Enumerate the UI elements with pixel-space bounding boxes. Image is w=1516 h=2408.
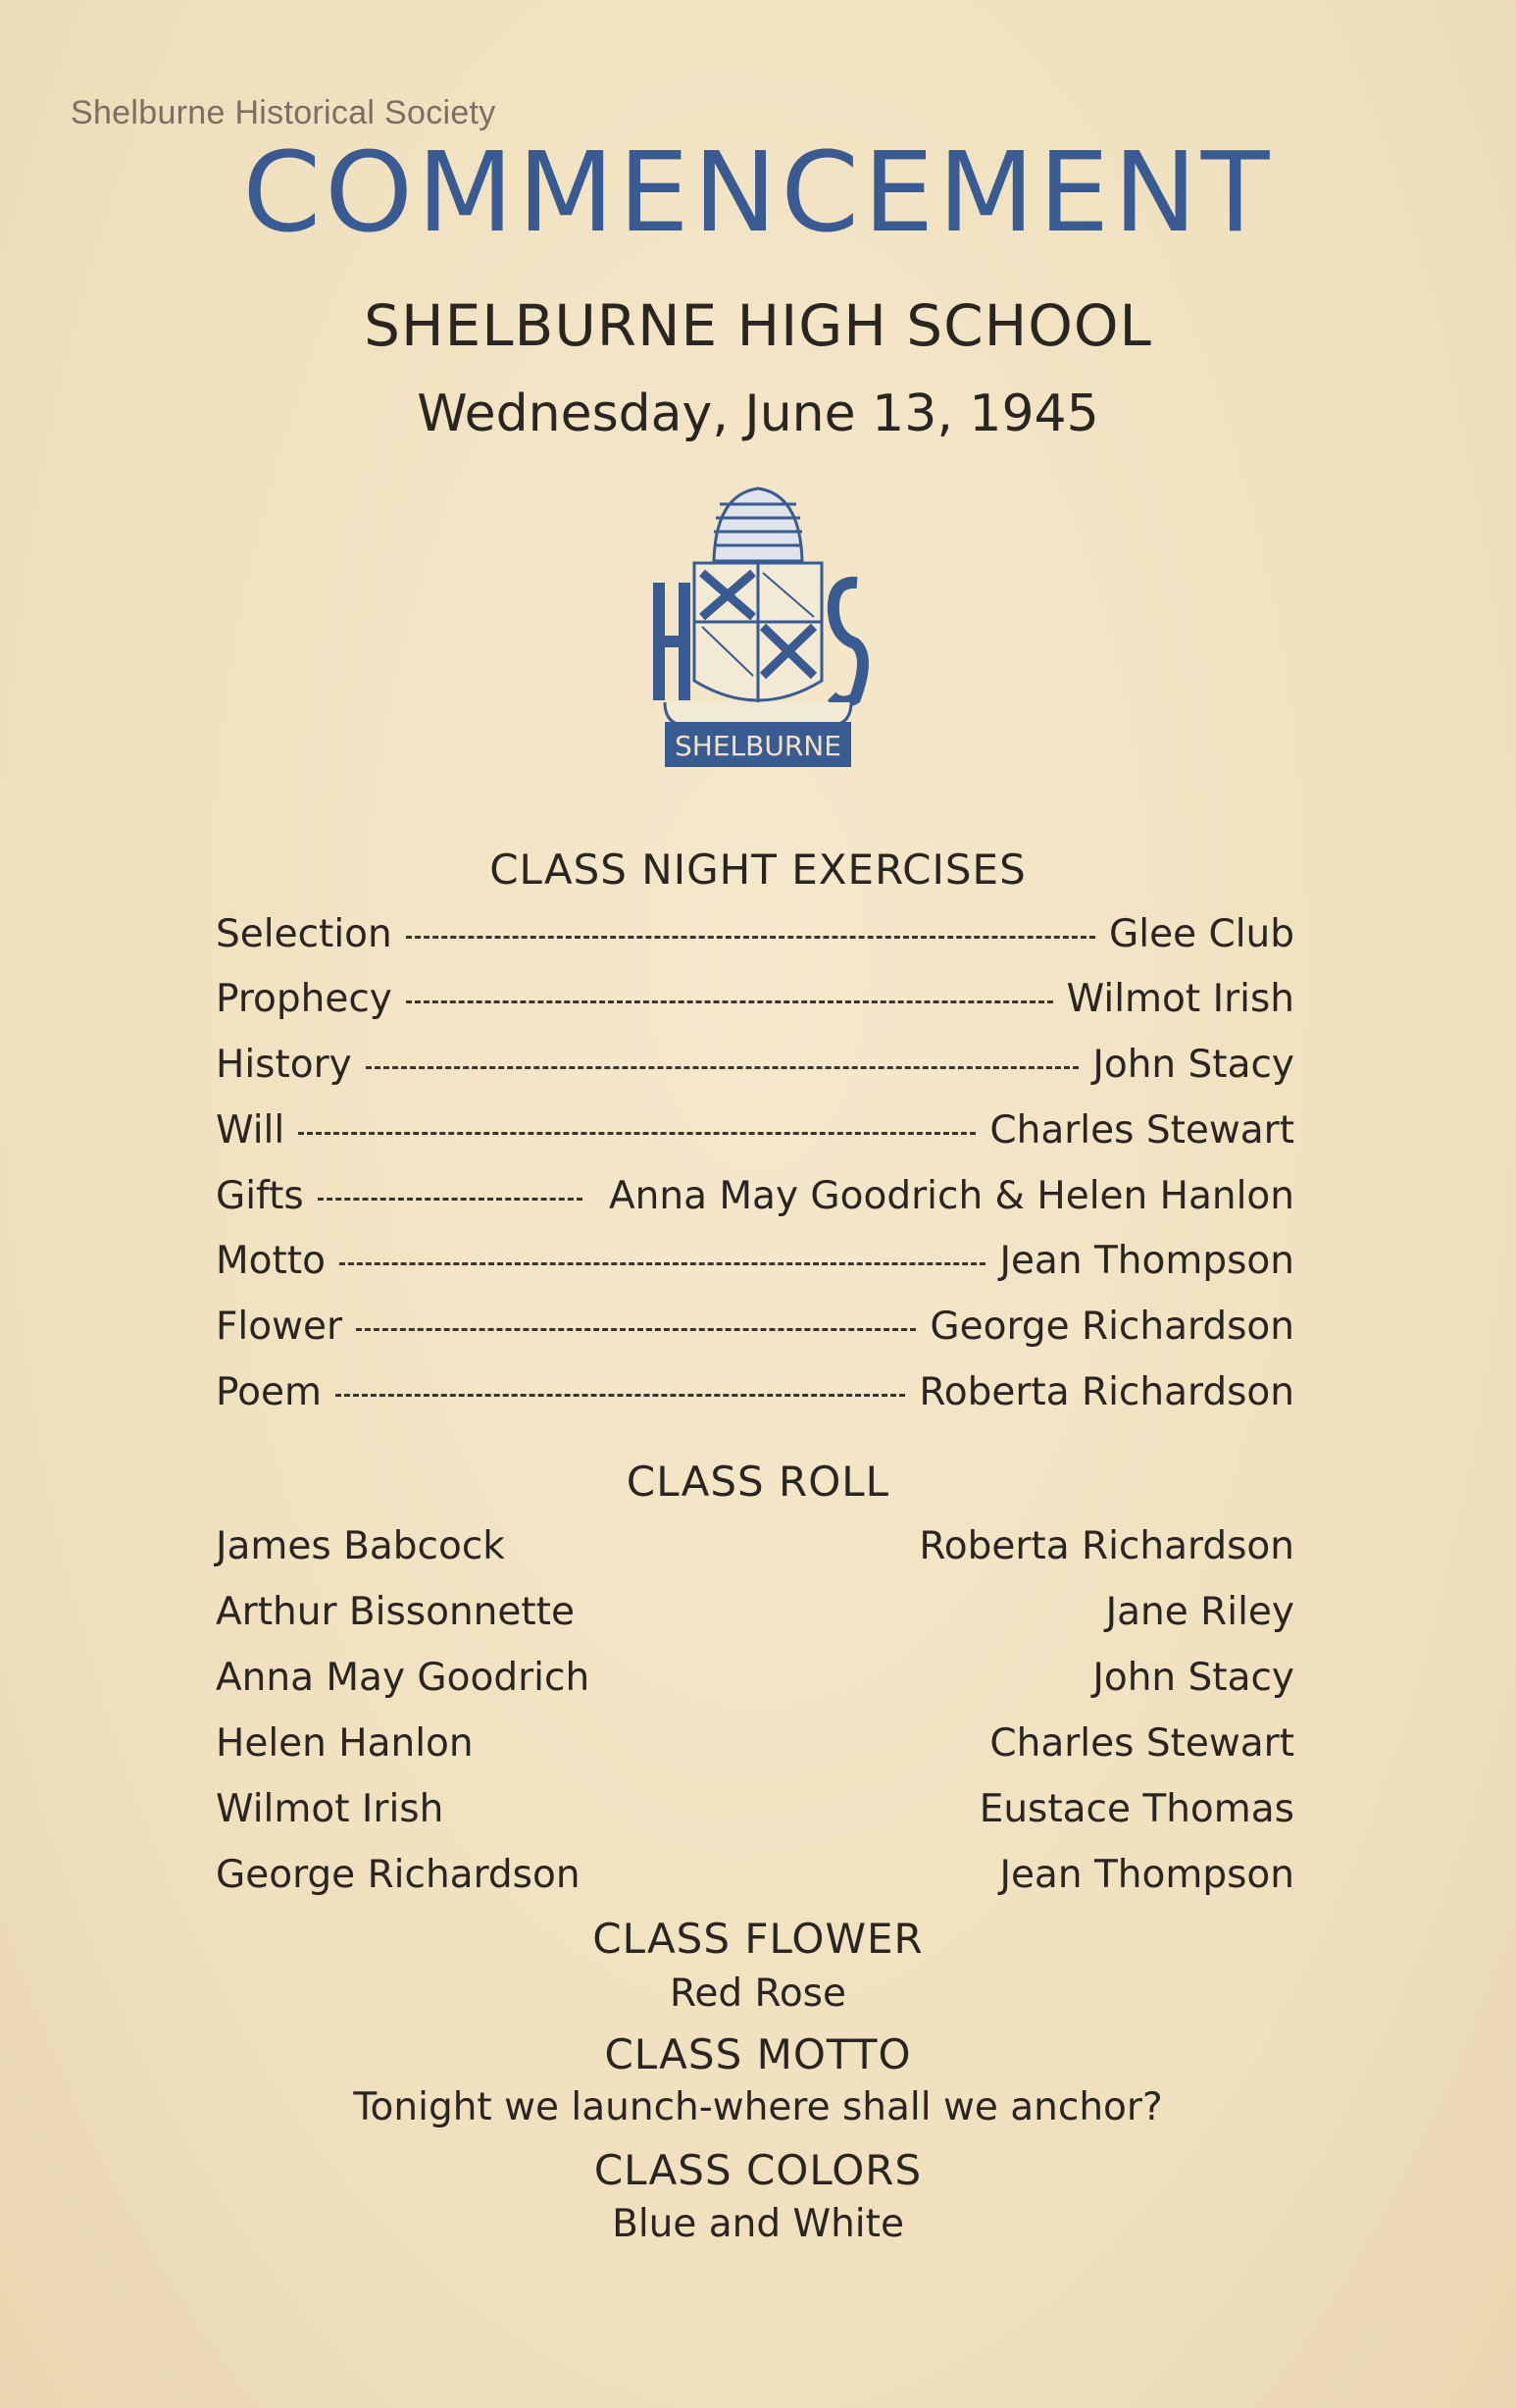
roll-name-right: Jane Riley <box>1105 1590 1294 1634</box>
program-row <box>216 1108 1294 1157</box>
colors-heading: CLASS COLORS <box>593 2146 923 2194</box>
program-row <box>216 1239 1294 1288</box>
watermark-text: Shelburne Historical Society <box>71 94 496 131</box>
program-row <box>216 1174 1294 1223</box>
motto-heading: CLASS MOTTO <box>604 2030 912 2078</box>
roll-name-left: Arthur Bissonnette <box>216 1590 575 1634</box>
program-performer: John Stacy <box>1092 1043 1294 1087</box>
program-row <box>216 912 1294 961</box>
roll-name-left: James Babcock <box>216 1524 505 1568</box>
program-row <box>216 1305 1294 1354</box>
leader-dots <box>366 1066 1080 1069</box>
roll-row <box>216 1656 1294 1705</box>
program-row <box>216 1370 1294 1419</box>
leader-dots <box>406 936 1095 939</box>
program-performer: Charles Stewart <box>989 1108 1294 1153</box>
program-performer: Jean Thompson <box>999 1239 1294 1283</box>
program-part: Poem <box>216 1370 322 1414</box>
roll-row <box>216 1721 1294 1770</box>
roll-name-right: Roberta Richardson <box>919 1524 1294 1568</box>
program-part: Motto <box>216 1239 326 1283</box>
roll-name-left: Wilmot Irish <box>216 1787 444 1831</box>
program-performer: Roberta Richardson <box>919 1370 1294 1414</box>
program-row <box>216 977 1294 1026</box>
roll-name-right: Eustace Thomas <box>979 1787 1294 1831</box>
program-performer: George Richardson <box>930 1305 1294 1349</box>
program-performer: Wilmot Irish <box>1066 977 1294 1021</box>
exercises-heading: CLASS NIGHT EXERCISES <box>489 845 1027 894</box>
roll-name-right: John Stacy <box>1092 1656 1294 1700</box>
flower-value: Red Rose <box>669 1972 846 2016</box>
leader-dots <box>335 1394 905 1397</box>
program-part: Flower <box>216 1305 343 1349</box>
program-performer: Anna May Goodrich & Helen Hanlon <box>609 1174 1294 1218</box>
leader-dots <box>318 1198 582 1201</box>
roll-row <box>216 1787 1294 1836</box>
leader-dots <box>356 1328 916 1331</box>
leader-dots <box>339 1262 985 1265</box>
roll-row <box>216 1524 1294 1573</box>
program-performer: Glee Club <box>1109 912 1294 956</box>
crest-banner-text: SHELBURNE <box>675 730 841 762</box>
school-name: SHELBURNE HIGH SCHOOL <box>364 292 1152 359</box>
page-title: COMMENCEMENT <box>242 129 1274 257</box>
roll-name-left: George Richardson <box>216 1853 581 1897</box>
program-part: History <box>216 1043 352 1087</box>
program-part: Prophecy <box>216 977 392 1021</box>
roll-name-left: Helen Hanlon <box>216 1721 474 1766</box>
roll-name-right: Jean Thompson <box>999 1853 1294 1897</box>
event-date: Wednesday, June 13, 1945 <box>417 384 1099 443</box>
roll-row <box>216 1590 1294 1639</box>
program-row <box>216 1043 1294 1092</box>
motto-value: Tonight we launch-where shall we anchor? <box>353 2085 1163 2129</box>
program-part: Will <box>216 1108 285 1153</box>
colors-value: Blue and White <box>612 2202 904 2246</box>
program-part: Gifts <box>216 1174 304 1218</box>
roll-row <box>216 1853 1294 1902</box>
roll-name-right: Charles Stewart <box>989 1721 1294 1766</box>
roll-heading: CLASS ROLL <box>626 1458 890 1506</box>
roll-name-left: Anna May Goodrich <box>216 1656 590 1700</box>
program-part: Selection <box>216 912 392 956</box>
school-crest-beehive-icon <box>645 475 871 775</box>
flower-heading: CLASS FLOWER <box>592 1915 924 1963</box>
leader-dots <box>406 1000 1053 1003</box>
leader-dots <box>298 1132 976 1135</box>
